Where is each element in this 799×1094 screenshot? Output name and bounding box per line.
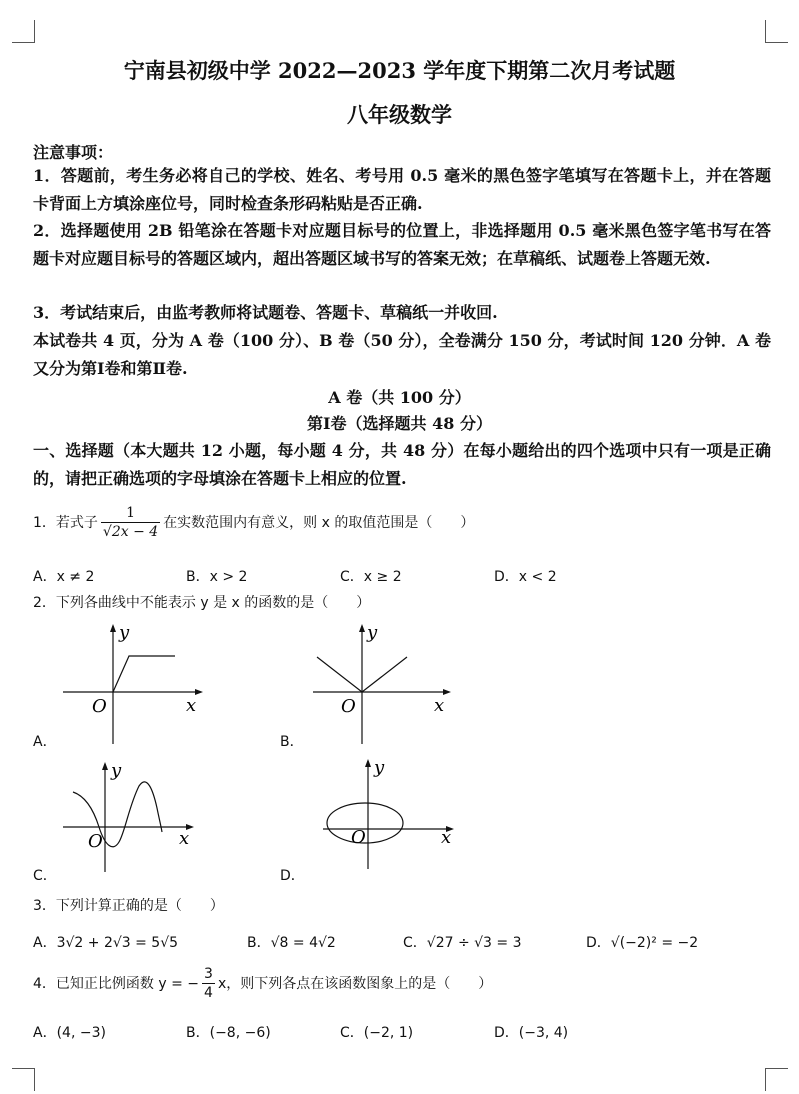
crop-mark-bottom-left: [12, 1068, 35, 1091]
q4-prefix: 4．已知正比例函数 y = −: [33, 976, 200, 992]
q1-option-a: A．x ≠ 2: [33, 569, 95, 585]
q1-frac-num: 1: [101, 505, 160, 523]
graph-d-origin: O: [351, 827, 366, 848]
question-4: [33, 966, 492, 1002]
graph-c-origin: O: [88, 831, 103, 852]
q3-option-a: A．3√2 + 2√3 = 5√5: [33, 935, 179, 951]
graph-b-label: B．: [280, 734, 304, 750]
q4-fraction: [202, 966, 215, 1002]
q4-option-a: A．(4, −3): [33, 1025, 106, 1041]
crop-mark-bottom-right: [765, 1068, 788, 1091]
question-1: [33, 505, 474, 541]
section-a-volume: A 卷（共 100 分）: [328, 388, 471, 407]
question-2: 2．下列各曲线中不能表示 y 是 x 的函数的是（ ）: [33, 595, 371, 611]
graph-c-y-label: y: [111, 760, 122, 781]
q4-option-c: C．(−2, 1): [340, 1025, 414, 1041]
note-item-3: 3．考试结束后，由监考教师将试题卷、答题卡、草稿纸一并收回.: [33, 303, 498, 322]
paper-summary: 本试卷共 4 页，分为 A 卷（100 分）、B 卷（50 分），全卷满分 150 分，考试时间 120 分钟．A 卷又分为第Ⅰ卷和第Ⅱ卷.: [33, 331, 771, 378]
graph-a-origin: O: [92, 696, 107, 717]
page-subtitle: 八年级数学: [347, 102, 452, 127]
q1-suffix: 在实数范围内有意义，则 x 的取值范围是（ ）: [163, 515, 475, 531]
graph-a-label: A．: [33, 734, 57, 750]
graph-c-label: C．: [33, 868, 57, 884]
q1-fraction: [101, 505, 160, 541]
graph-a-y-label: y: [119, 622, 130, 643]
graph-b-y-label: y: [367, 622, 378, 643]
q1-option-b: B．x > 2: [186, 569, 248, 585]
question-3: 3．下列计算正确的是（ ）: [33, 898, 224, 914]
graph-b-x-label: x: [434, 695, 445, 716]
section-volume-1: 第Ⅰ卷（选择题共 48 分）: [307, 414, 492, 433]
note-item-2: 2．选择题使用 2B 铅笔涂在答题卡对应题目标号的位置上，非选择题用 0.5 毫米黑色签字笔书写在答题卡对应题目标号的答题区域内，超出答题区域书写的答案无效；在草稿纸、试题卷上答题无效.: [33, 221, 771, 268]
graph-d-label: D．: [280, 868, 305, 884]
crop-mark-top-left: [12, 20, 35, 43]
q1-option-d: D．x < 2: [494, 569, 557, 585]
q1-prefix: 1．若式子: [33, 515, 98, 531]
q4-option-d: D．(−3, 4): [494, 1025, 569, 1041]
q3-option-b: B．√8 = 4√2: [247, 935, 336, 951]
q3-option-c: C．√27 ÷ √3 = 3: [403, 935, 522, 951]
notes-heading: 注意事项：: [33, 143, 114, 162]
q3-option-d: D．√(−2)² = −2: [586, 935, 699, 951]
q1-option-c: C．x ≥ 2: [340, 569, 402, 585]
q4-suffix: x，则下列各点在该函数图象上的是（ ）: [217, 976, 493, 992]
graph-c: [55, 760, 205, 875]
q4-frac-den: 4: [204, 985, 213, 1001]
graph-d: [315, 757, 465, 872]
graph-c-x-label: x: [179, 828, 190, 849]
graph-a-x-label: x: [186, 695, 197, 716]
q4-frac-num: 3: [204, 966, 213, 982]
graph-b-origin: O: [341, 696, 356, 717]
graph-a: [55, 622, 205, 747]
q1-frac-den: √2x − 4: [102, 524, 159, 540]
crop-mark-top-right: [765, 20, 788, 43]
q4-option-b: B．(−8, −6): [186, 1025, 271, 1041]
page-title: 宁南县初级中学 2022—2023 学年度下期第二次月考试题: [123, 58, 676, 83]
graph-d-x-label: x: [441, 827, 452, 848]
section-part-1: 一、选择题（本大题共 12 小题，每小题 4 分，共 48 分）在每小题给出的四个选项中只有一项是正确的，请把正确选项的字母填涂在答题卡上相应的位置.: [33, 441, 771, 488]
note-item-1: 1．答题前，考生务必将自己的学校、姓名、考号用 0.5 毫米的黑色签字笔填写在答题卡上，并在答题卡背面上方填涂座位号，同时检查条形码粘贴是否正确.: [33, 166, 771, 213]
graph-d-y-label: y: [374, 757, 385, 778]
graph-b: [305, 622, 455, 747]
